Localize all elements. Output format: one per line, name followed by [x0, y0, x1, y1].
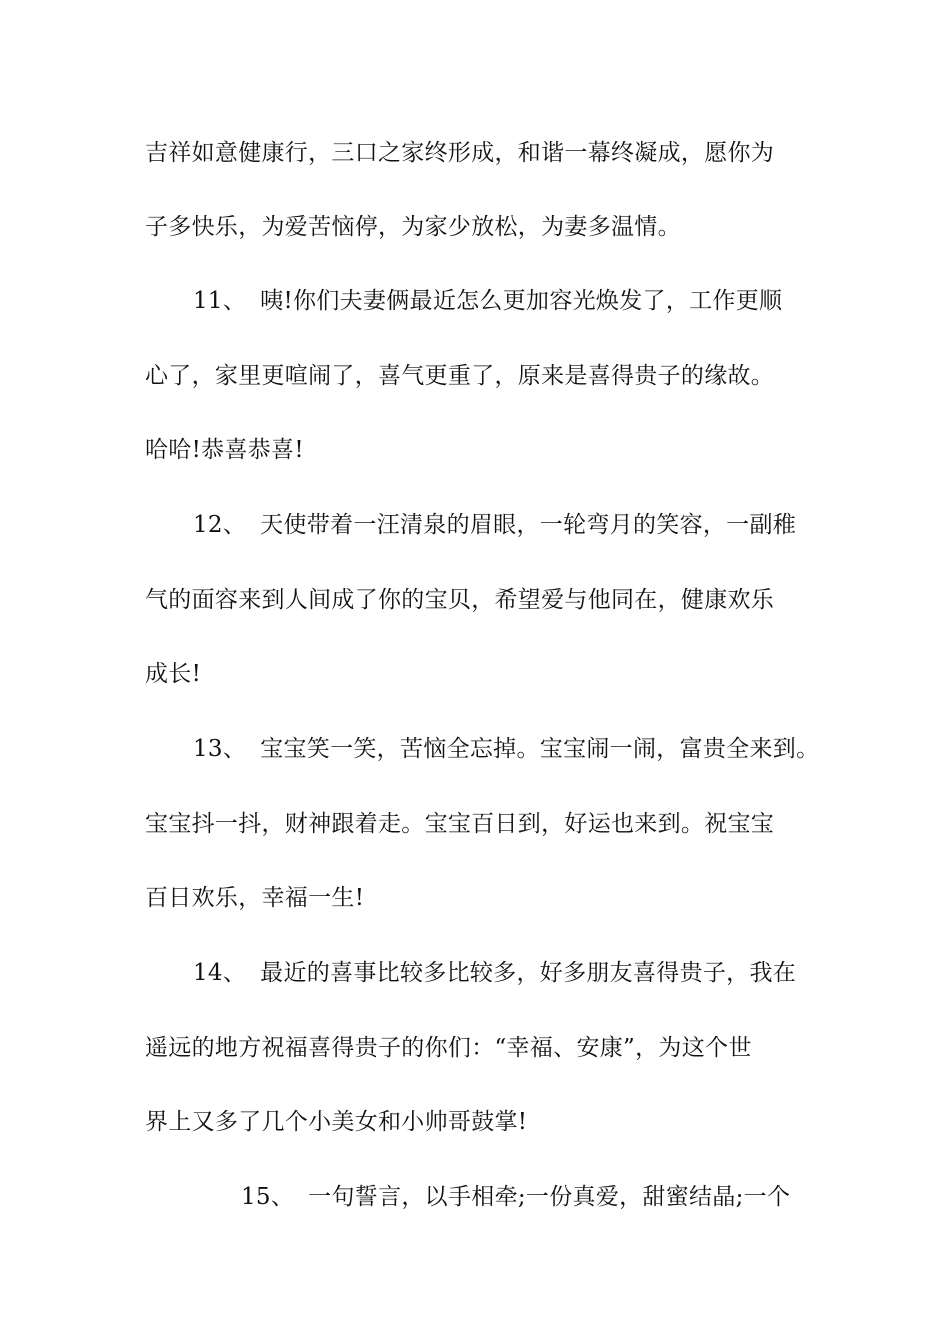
text-line: 气的面容来到人间成了你的宝贝，希望爱与他同在，健康欢乐	[145, 587, 775, 613]
text-line: 宝宝抖一抖，财神跟着走。宝宝百日到，好运也来到。祝宝宝	[145, 811, 775, 837]
item-number: 13、	[193, 736, 247, 762]
list-item-13-first-line	[193, 734, 893, 764]
text-line: 遥远的地方祝福喜得贵子的你们：“幸福、安康”，为这个世	[145, 1035, 752, 1061]
item-number: 14、	[193, 960, 247, 986]
text-line: 心了，家里更喧闹了，喜气更重了，原来是喜得贵子的缘故。	[145, 363, 775, 389]
text-line: 成长!	[145, 661, 202, 687]
item-number: 15、	[241, 1184, 295, 1210]
list-item-11-first-line	[193, 286, 893, 316]
text-line: 子多快乐，为爱苦恼停，为家少放松，为妻多温情。	[145, 214, 681, 240]
text-line: 一句誓言，以手相牵;一份真爱，甜蜜结晶;一个	[308, 1184, 791, 1210]
text-line: 界上又多了几个小美女和小帅哥鼓掌!	[145, 1109, 528, 1135]
list-item-14-first-line	[193, 958, 893, 988]
text-line: 天使带着一汪清泉的眉眼，一轮弯月的笑容，一副稚	[260, 512, 797, 538]
item-number: 11、	[193, 288, 247, 314]
text-line: 宝宝笑一笑，苦恼全忘掉。宝宝闹一闹，富贵全来到。	[260, 736, 820, 762]
text-line: 吉祥如意健康行，三口之家终形成，和谐一幕终凝成，愿你为	[145, 140, 775, 166]
text-line: 咦!你们夫妻俩最近怎么更加容光焕发了，工作更顺	[260, 288, 783, 314]
list-item-12-first-line	[193, 510, 893, 540]
text-line: 最近的喜事比较多比较多，好多朋友喜得贵子，我在	[260, 960, 797, 986]
item-number: 12、	[193, 512, 247, 538]
text-line: 百日欢乐，幸福一生!	[145, 885, 365, 911]
list-item-15-first-line	[241, 1182, 941, 1212]
text-line: 哈哈!恭喜恭喜!	[145, 437, 304, 463]
